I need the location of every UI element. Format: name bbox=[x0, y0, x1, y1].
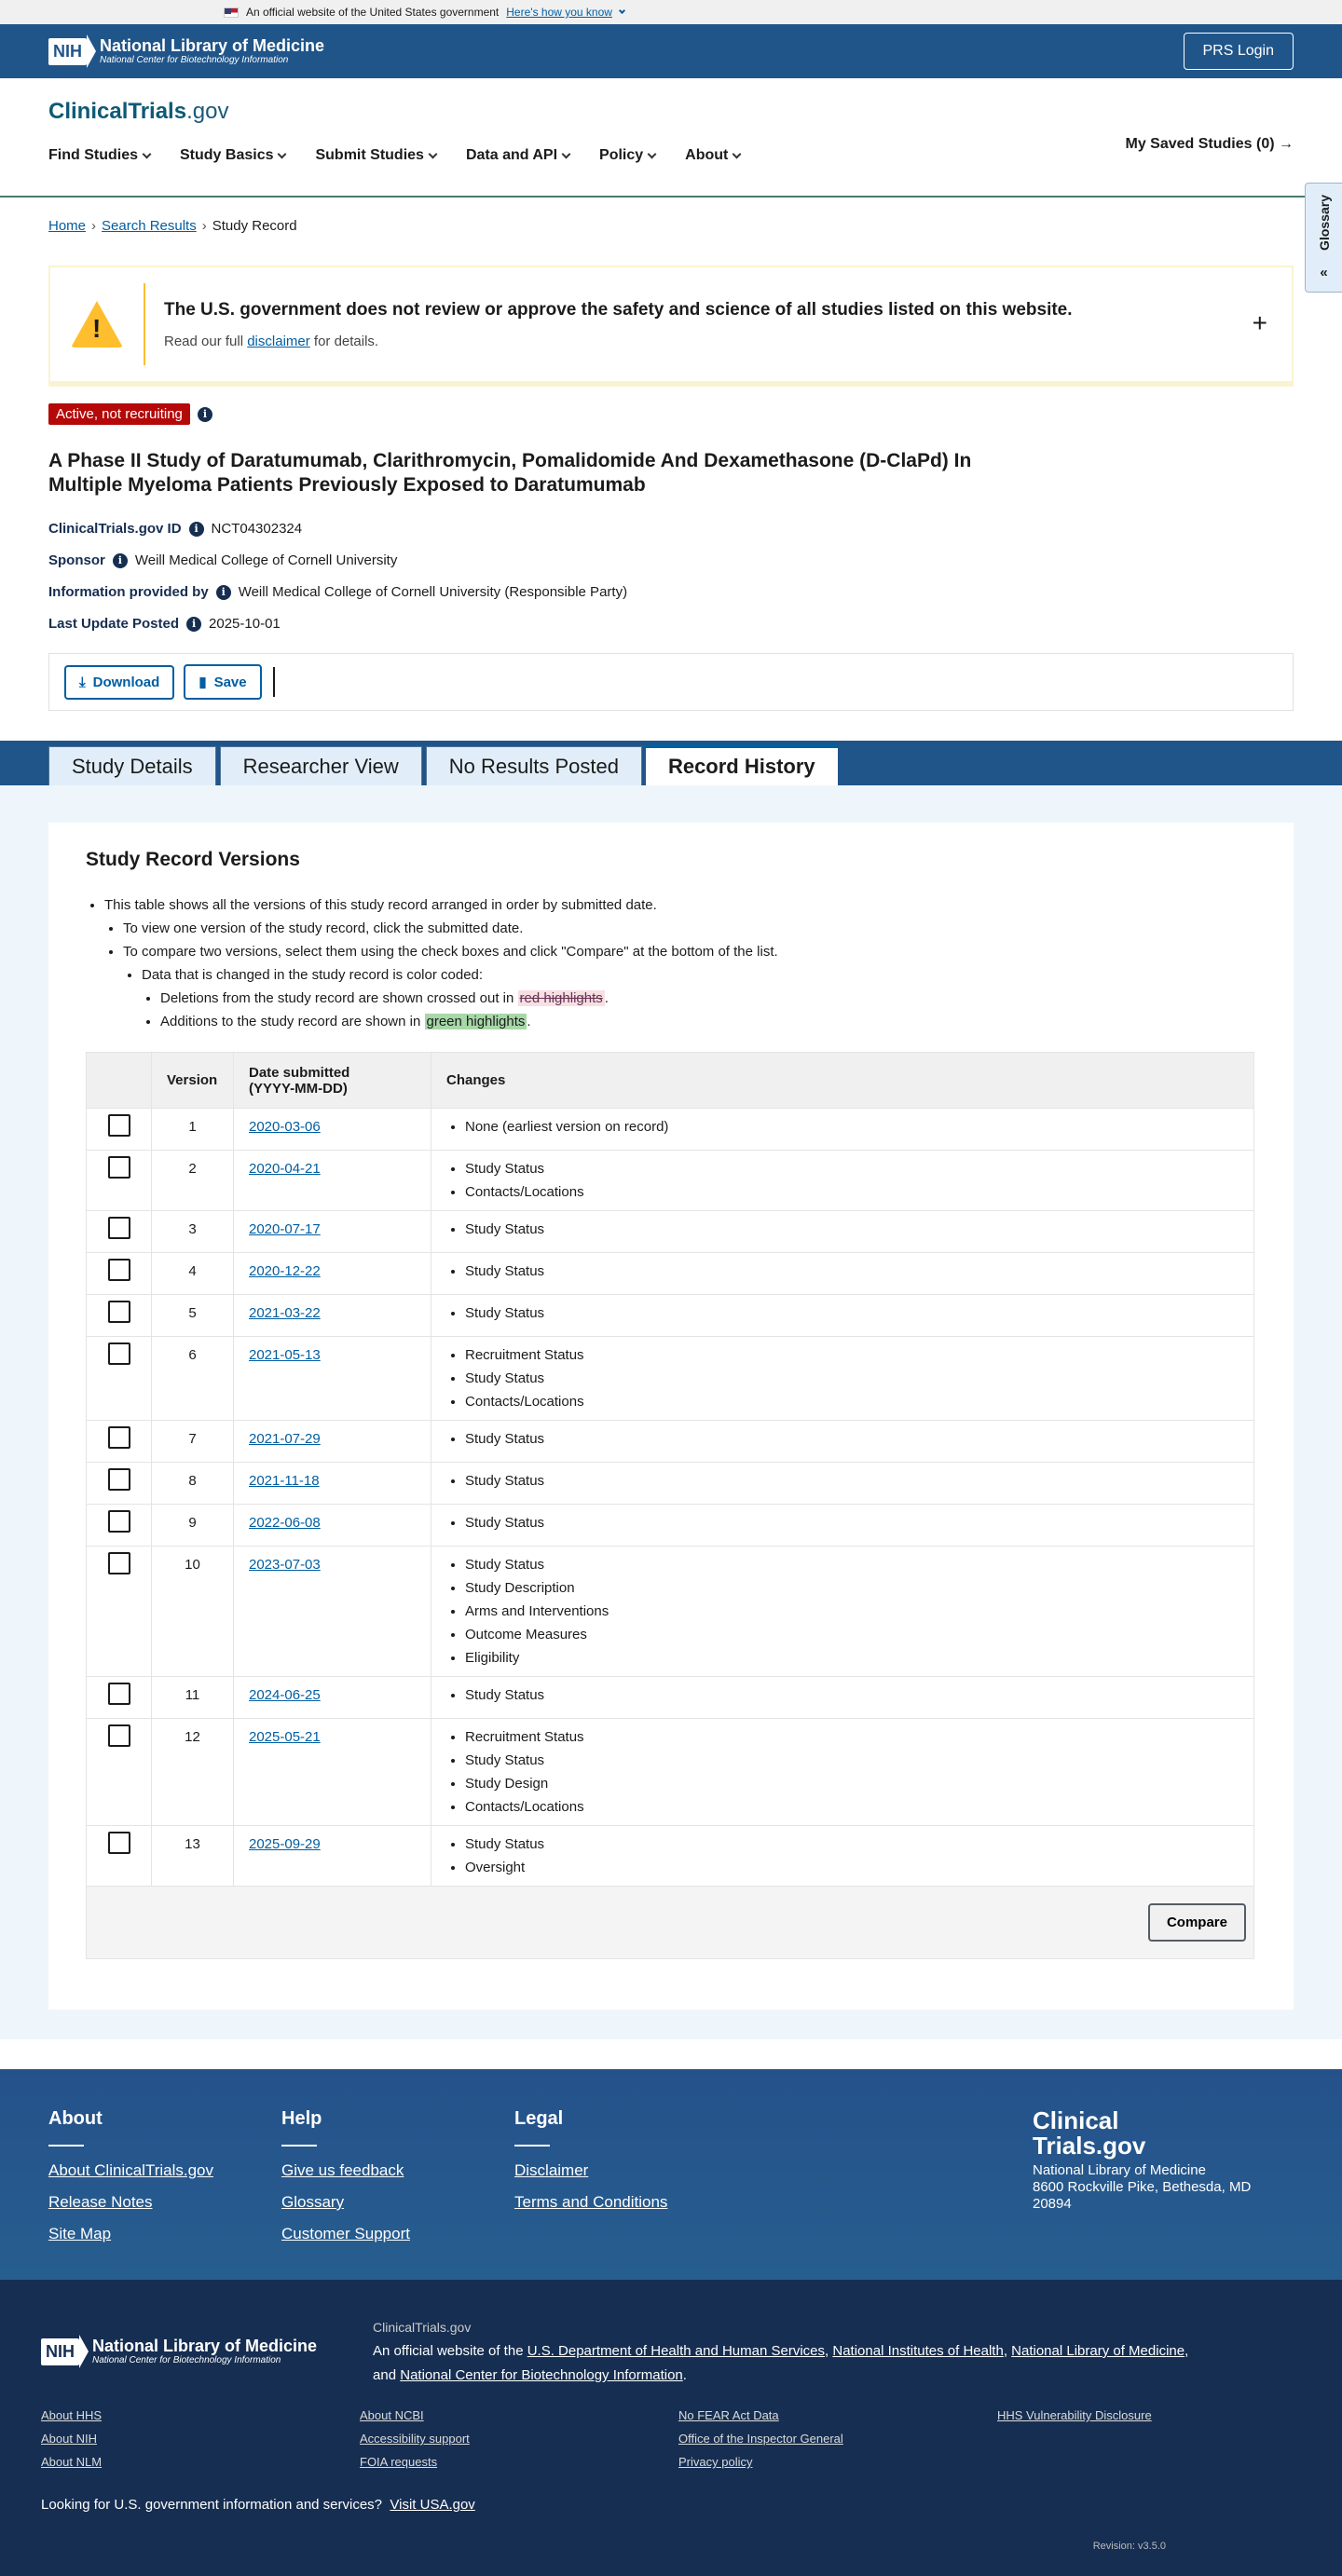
select-cell bbox=[87, 1547, 152, 1677]
text: An official website of the bbox=[373, 2343, 527, 2359]
site-brand[interactable] bbox=[48, 78, 1294, 125]
footer-logo[interactable] bbox=[1033, 2108, 1294, 2159]
update-value: 2025-10-01 bbox=[209, 616, 281, 632]
version-number: 9 bbox=[152, 1505, 234, 1547]
compare-button[interactable]: Compare bbox=[1148, 1903, 1246, 1942]
study-title: A Phase II Study of Daratumumab, Clarithromycin, Pomalidomide And Dexamethasone (D-ClaPd) In Multiple Myeloma Patients Previously Exposed to Daratumumab bbox=[48, 450, 972, 496]
version-number: 2 bbox=[152, 1151, 234, 1211]
select-cell bbox=[87, 1211, 152, 1253]
versions-instructions bbox=[86, 893, 1256, 1033]
footer-link[interactable]: About NCBI bbox=[360, 2408, 424, 2422]
table-row bbox=[87, 1463, 1254, 1505]
breadcrumb-home[interactable]: Home bbox=[48, 218, 87, 234]
footer-link[interactable]: About HHS bbox=[41, 2408, 103, 2422]
select-cell bbox=[87, 1337, 152, 1421]
change-item: • Study Design bbox=[465, 1772, 1239, 1795]
text: . bbox=[604, 990, 609, 1006]
version-number: 3 bbox=[152, 1211, 234, 1253]
version-date-link[interactable]: 2021-03-22 bbox=[249, 1305, 321, 1321]
glossary-tab[interactable] bbox=[1305, 183, 1342, 293]
select-cell bbox=[87, 1677, 152, 1719]
nav-label: About bbox=[685, 147, 729, 163]
change-item: • Study Status bbox=[465, 1218, 1239, 1241]
change-item: • Study Status bbox=[465, 1553, 1239, 1576]
instruction-item: • Data that is changed in the study record is color coded: bbox=[142, 963, 1256, 987]
provided-value: Weill Medical College of Cornell University (Responsible Party) bbox=[238, 584, 628, 600]
version-date-link[interactable]: 2021-11-18 bbox=[249, 1473, 320, 1489]
header-date bbox=[234, 1053, 431, 1109]
table-row bbox=[87, 1253, 1254, 1295]
text: Deletions from the study record are shown crossed out in bbox=[160, 990, 518, 1006]
nav-policy[interactable] bbox=[599, 147, 655, 164]
change-item: • Contacts/Locations bbox=[465, 1180, 1239, 1204]
study-id: NCT04302324 bbox=[211, 521, 303, 537]
download-label: Download bbox=[92, 674, 160, 690]
footer-links-grid bbox=[41, 2408, 1301, 2469]
nav-find-studies[interactable] bbox=[48, 147, 150, 164]
addr-line: National Library of Medicine bbox=[1033, 2162, 1206, 2178]
change-item: • Study Status bbox=[465, 1749, 1239, 1772]
status-badge: Active, not recruiting bbox=[48, 403, 190, 425]
date-cell bbox=[234, 1505, 431, 1547]
alert-text bbox=[164, 334, 1073, 349]
arrow-right-icon: → bbox=[1279, 136, 1294, 152]
table-row bbox=[87, 1719, 1254, 1826]
instruction-item: • To view one version of the study record, click the submitted date. bbox=[123, 917, 1256, 940]
footer-bottom bbox=[0, 2280, 1342, 2576]
footer-small: ClinicalTrials.gov bbox=[373, 2320, 472, 2335]
version-date-link[interactable]: 2022-06-08 bbox=[249, 1515, 321, 1531]
version-number: 5 bbox=[152, 1295, 234, 1337]
date-cell bbox=[234, 1337, 431, 1421]
footer-link[interactable]: Office of the Inspector General bbox=[678, 2432, 843, 2446]
select-cell bbox=[87, 1826, 152, 1887]
select-cell bbox=[87, 1421, 152, 1463]
text: and bbox=[373, 2367, 401, 2383]
nav-data-api[interactable] bbox=[466, 147, 569, 164]
nih-abbr: NIH bbox=[48, 38, 87, 65]
id-label: ClinicalTrials.gov ID bbox=[48, 521, 182, 537]
info-icon[interactable]: i bbox=[113, 553, 128, 568]
version-number: 4 bbox=[152, 1253, 234, 1295]
change-item: • Study Description bbox=[465, 1576, 1239, 1600]
double-chevron-left-icon: « bbox=[1320, 265, 1328, 280]
brand-rest: .gov bbox=[186, 99, 229, 124]
date-cell bbox=[234, 1421, 431, 1463]
change-item: • Recruitment Status bbox=[465, 1343, 1239, 1367]
info-icon[interactable]: i bbox=[186, 617, 201, 632]
disclaimer-link[interactable]: disclaimer bbox=[247, 333, 310, 349]
footer-link[interactable]: Site Map bbox=[48, 2225, 112, 2242]
addr-line: 20894 bbox=[1033, 2196, 1072, 2212]
version-number: 13 bbox=[152, 1826, 234, 1887]
info-icon[interactable]: i bbox=[189, 522, 204, 537]
changes-cell bbox=[431, 1295, 1254, 1337]
version-checkbox[interactable] bbox=[108, 1832, 130, 1854]
study-meta bbox=[48, 520, 1294, 633]
footer-brand bbox=[1033, 2108, 1294, 2241]
prs-login-button[interactable]: PRS Login bbox=[1184, 33, 1294, 70]
footer-heading: Legal bbox=[514, 2108, 564, 2129]
date-cell bbox=[234, 1109, 431, 1151]
select-cell bbox=[87, 1463, 152, 1505]
instruction-item: • To compare two versions, select them using the check boxes and click "Compare" at the bottom of the list. bbox=[123, 940, 1256, 963]
red-highlight-sample: red highlights bbox=[519, 990, 603, 1006]
changes-cell bbox=[431, 1463, 1254, 1505]
nav-study-basics[interactable] bbox=[180, 147, 285, 164]
text: Looking for U.S. government information and services? bbox=[41, 2497, 383, 2513]
version-date-link[interactable]: 2021-05-13 bbox=[249, 1347, 321, 1363]
chevron-right-icon: › bbox=[201, 218, 207, 234]
brand-bold: ClinicalTrials bbox=[48, 99, 187, 124]
update-label: Last Update Posted bbox=[48, 616, 180, 632]
addr-line: 8600 Rockville Pike, Bethesda, MD bbox=[1033, 2179, 1252, 2195]
footer-address bbox=[1033, 2162, 1294, 2213]
info-icon[interactable]: i bbox=[198, 407, 212, 422]
version-number: 11 bbox=[152, 1677, 234, 1719]
header-select bbox=[87, 1053, 152, 1109]
instruction-item bbox=[160, 1010, 1256, 1033]
version-date-link[interactable]: 2020-04-21 bbox=[249, 1161, 321, 1177]
chevron-down-icon bbox=[733, 149, 742, 158]
version-checkbox[interactable] bbox=[108, 1552, 130, 1574]
select-cell bbox=[87, 1719, 152, 1826]
nih-abbr: NIH bbox=[41, 2338, 79, 2365]
warning-icon: ! bbox=[71, 301, 123, 348]
version-number: 12 bbox=[152, 1719, 234, 1826]
text: Additions to the study record are shown in bbox=[160, 1014, 425, 1029]
instruction-item bbox=[160, 987, 1256, 1010]
nih-logo[interactable] bbox=[48, 34, 324, 68]
versions-heading: Study Record Versions bbox=[86, 849, 300, 870]
footer-nih-logo[interactable] bbox=[41, 2315, 317, 2388]
tab-content bbox=[0, 785, 1342, 2039]
change-item: • Arms and Interventions bbox=[465, 1600, 1239, 1623]
table-row bbox=[87, 1826, 1254, 1887]
text: . bbox=[527, 1014, 531, 1029]
footer-rule bbox=[514, 2145, 550, 2147]
version-date-link[interactable]: 2020-07-17 bbox=[249, 1221, 321, 1237]
save-label: Save bbox=[213, 674, 247, 690]
date-cell bbox=[234, 1151, 431, 1211]
version-checkbox[interactable] bbox=[108, 1301, 130, 1323]
footer-link[interactable]: About NLM bbox=[41, 2455, 103, 2469]
table-row bbox=[87, 1295, 1254, 1337]
glossary-label: Glossary bbox=[1316, 195, 1332, 251]
ncbi-link[interactable]: National Center for Biotechnology Information bbox=[400, 2367, 683, 2383]
footer-link[interactable]: Disclaimer bbox=[514, 2161, 589, 2179]
usa-gov-line bbox=[41, 2497, 1301, 2513]
version-number: 8 bbox=[152, 1463, 234, 1505]
change-item: • Study Status bbox=[465, 1260, 1239, 1283]
change-item: • Outcome Measures bbox=[465, 1623, 1239, 1646]
expand-plus-icon[interactable]: + bbox=[1252, 308, 1267, 337]
compare-cell bbox=[87, 1887, 1254, 1959]
version-checkbox[interactable] bbox=[108, 1217, 130, 1239]
version-checkbox[interactable] bbox=[108, 1343, 130, 1365]
footer-legal bbox=[514, 2108, 747, 2241]
changes-cell bbox=[431, 1505, 1254, 1547]
nih-link[interactable]: National Institutes of Health bbox=[832, 2343, 1004, 2359]
table-row bbox=[87, 1211, 1254, 1253]
download-button[interactable] bbox=[64, 665, 174, 700]
footer-heading: About bbox=[48, 2108, 103, 2129]
version-number: 10 bbox=[152, 1547, 234, 1677]
footer-link[interactable]: Customer Support bbox=[281, 2225, 410, 2242]
nih-chevron-icon bbox=[79, 2335, 89, 2368]
alert-divider bbox=[144, 283, 145, 365]
tab-no-results[interactable]: No Results Posted bbox=[426, 746, 642, 785]
nav-about[interactable] bbox=[685, 147, 740, 164]
chevron-right-icon: › bbox=[91, 218, 97, 234]
header-date-line1: Date submitted bbox=[249, 1064, 350, 1081]
sponsor-value: Weill Medical College of Cornell University bbox=[134, 552, 398, 568]
change-item: • Recruitment Status bbox=[465, 1725, 1239, 1749]
chevron-down-icon bbox=[278, 149, 287, 158]
change-item: • Contacts/Locations bbox=[465, 1390, 1239, 1413]
changes-cell bbox=[431, 1151, 1254, 1211]
nav-label: Data and API bbox=[465, 147, 558, 163]
table-row bbox=[87, 1151, 1254, 1211]
status-row bbox=[48, 403, 1294, 425]
change-item: • Study Status bbox=[465, 1302, 1239, 1325]
download-icon: ⤓ bbox=[79, 674, 86, 690]
change-item: • Study Status bbox=[465, 1511, 1239, 1534]
version-checkbox[interactable] bbox=[108, 1683, 130, 1705]
version-number: 1 bbox=[152, 1109, 234, 1151]
chevron-down-icon bbox=[648, 149, 657, 158]
table-row bbox=[87, 1337, 1254, 1421]
changes-cell bbox=[431, 1109, 1254, 1151]
change-item: • Study Status bbox=[465, 1157, 1239, 1180]
footer-link[interactable]: Give us feedback bbox=[281, 2161, 404, 2179]
date-cell bbox=[234, 1677, 431, 1719]
tab-study-details[interactable]: Study Details bbox=[48, 746, 216, 785]
footer-link[interactable]: Accessibility support bbox=[360, 2432, 470, 2446]
changes-cell bbox=[431, 1253, 1254, 1295]
version-number: 7 bbox=[152, 1421, 234, 1463]
version-date-link[interactable]: 2025-05-21 bbox=[249, 1729, 321, 1745]
change-item: • None (earliest version on record) bbox=[465, 1115, 1239, 1138]
tab-bar bbox=[0, 741, 1342, 785]
changes-cell bbox=[431, 1211, 1254, 1253]
version-date-link[interactable]: 2025-09-29 bbox=[249, 1836, 321, 1852]
footer-official: ClinicalTrials.gov An official website of the U.S. Department of Health and Human Services, National Institutes of Health, National Library of Medicine, and National Center for Biotechnology Information. bbox=[373, 2315, 1188, 2388]
version-checkbox[interactable] bbox=[108, 1259, 130, 1281]
table-row bbox=[87, 1421, 1254, 1463]
nav-label: Find Studies bbox=[48, 147, 138, 163]
footer-link[interactable]: Terms and Conditions bbox=[514, 2193, 668, 2211]
table-row bbox=[87, 1677, 1254, 1719]
select-cell bbox=[87, 1253, 152, 1295]
bookmark-icon: ▮ bbox=[199, 675, 207, 690]
header-changes: Changes bbox=[431, 1053, 1254, 1109]
changes-cell bbox=[431, 1547, 1254, 1677]
select-cell bbox=[87, 1505, 152, 1547]
chevron-down-icon bbox=[428, 149, 437, 158]
footer-link[interactable]: FOIA requests bbox=[360, 2455, 438, 2469]
nav-label: Study Basics bbox=[180, 147, 274, 163]
revision: Revision: v3.5.0 bbox=[1092, 2541, 1166, 2552]
footer-about bbox=[48, 2108, 281, 2241]
nav-label: Policy bbox=[599, 147, 644, 163]
date-cell bbox=[234, 1253, 431, 1295]
version-checkbox[interactable] bbox=[108, 1426, 130, 1449]
header-date-line2: (YYYY-MM-DD) bbox=[249, 1080, 348, 1097]
usa-gov-link[interactable]: Visit USA.gov bbox=[390, 2497, 475, 2513]
tab-researcher-view[interactable]: Researcher View bbox=[220, 746, 422, 785]
nih-subtitle: National Center for Biotechnology Information bbox=[100, 54, 289, 65]
green-highlight-sample: green highlights bbox=[426, 1014, 526, 1029]
main-nav bbox=[48, 147, 1294, 164]
actions-divider bbox=[273, 667, 275, 697]
footer-link[interactable]: Release Notes bbox=[48, 2193, 153, 2211]
change-item: • Study Status bbox=[465, 1367, 1239, 1390]
date-cell bbox=[234, 1295, 431, 1337]
us-flag-icon bbox=[224, 7, 239, 18]
select-cell bbox=[87, 1109, 152, 1151]
nih-chevron-icon bbox=[87, 34, 96, 68]
footer-link[interactable]: About ClinicalTrials.gov bbox=[48, 2161, 213, 2179]
gov-banner bbox=[0, 0, 1342, 24]
breadcrumb bbox=[0, 198, 1342, 254]
change-item: • Oversight bbox=[465, 1856, 1239, 1879]
select-cell bbox=[87, 1151, 152, 1211]
version-checkbox[interactable] bbox=[108, 1156, 130, 1179]
hhs-link[interactable]: U.S. Department of Health and Human Services bbox=[527, 2343, 826, 2359]
breadcrumb-search[interactable]: Search Results bbox=[102, 218, 197, 234]
versions-panel bbox=[48, 823, 1294, 2010]
change-item: • Contacts/Locations bbox=[465, 1795, 1239, 1819]
version-checkbox[interactable] bbox=[108, 1114, 130, 1137]
chevron-down-icon[interactable] bbox=[619, 7, 625, 13]
date-cell bbox=[234, 1719, 431, 1826]
provided-label: Information provided by bbox=[48, 584, 209, 600]
changes-cell bbox=[431, 1719, 1254, 1826]
version-checkbox[interactable] bbox=[108, 1724, 130, 1747]
table-row bbox=[87, 1505, 1254, 1547]
date-cell bbox=[234, 1463, 431, 1505]
select-cell bbox=[87, 1295, 152, 1337]
footer-help bbox=[281, 2108, 514, 2241]
version-date-link[interactable]: 2021-07-29 bbox=[249, 1431, 321, 1447]
version-number: 6 bbox=[152, 1337, 234, 1421]
change-item: • Study Status bbox=[465, 1469, 1239, 1492]
nlm-link[interactable]: National Library of Medicine bbox=[1011, 2343, 1185, 2359]
info-icon[interactable]: i bbox=[216, 585, 231, 600]
footer-link[interactable]: Glossary bbox=[281, 2193, 345, 2211]
header-version: Version bbox=[152, 1053, 234, 1109]
actions-bar bbox=[48, 653, 1294, 711]
version-date-link[interactable]: 2023-07-03 bbox=[249, 1557, 321, 1573]
change-item: • Eligibility bbox=[465, 1646, 1239, 1670]
date-cell bbox=[234, 1826, 431, 1887]
chevron-down-icon bbox=[562, 149, 571, 158]
date-cell bbox=[234, 1211, 431, 1253]
chevron-down-icon bbox=[143, 149, 152, 158]
changes-cell bbox=[431, 1421, 1254, 1463]
footer-rule bbox=[281, 2145, 317, 2147]
instruction-item: • This table shows all the versions of this study record arranged in order by submitted date. bbox=[104, 893, 1256, 917]
change-item: • Study Status bbox=[465, 1427, 1239, 1451]
breadcrumb-current: Study Record bbox=[212, 218, 297, 234]
changes-cell bbox=[431, 1337, 1254, 1421]
nav-label: Submit Studies bbox=[315, 147, 424, 163]
sponsor-label: Sponsor bbox=[48, 552, 105, 568]
footer-link[interactable]: Privacy policy bbox=[678, 2455, 753, 2469]
footer-link[interactable]: No FEAR Act Data bbox=[678, 2408, 779, 2422]
version-date-link[interactable]: 2020-12-22 bbox=[249, 1263, 321, 1279]
disclaimer-alert bbox=[48, 266, 1294, 387]
footer-top bbox=[0, 2069, 1342, 2280]
footer-link[interactable]: About NIH bbox=[41, 2432, 97, 2446]
gov-banner-text: An official website of the United States government bbox=[246, 6, 500, 19]
version-checkbox[interactable] bbox=[108, 1468, 130, 1491]
changes-cell bbox=[431, 1677, 1254, 1719]
heres-how-link[interactable]: Here's how you know bbox=[506, 6, 612, 19]
footer-logo-line1: Clinical bbox=[1033, 2106, 1119, 2134]
change-item: • Study Status bbox=[465, 1833, 1239, 1856]
alert-heading: The U.S. government does not review or approve the safety and science of all studies listed on this website. bbox=[164, 299, 1073, 320]
versions-table bbox=[86, 1052, 1254, 1959]
nih-header bbox=[0, 24, 1342, 78]
version-checkbox[interactable] bbox=[108, 1510, 130, 1533]
date-cell bbox=[234, 1547, 431, 1677]
alert-post: for details. bbox=[309, 333, 379, 349]
footer-logo-line2: Trials.gov bbox=[1033, 2132, 1146, 2160]
footer-heading: Help bbox=[281, 2108, 322, 2129]
alert-pre: Read our full bbox=[164, 333, 248, 349]
changes-cell bbox=[431, 1826, 1254, 1887]
version-date-link[interactable]: 2024-06-25 bbox=[249, 1687, 321, 1703]
version-date-link[interactable]: 2020-03-06 bbox=[249, 1119, 321, 1135]
nav-submit-studies[interactable] bbox=[315, 147, 435, 164]
tab-record-history[interactable]: Record History bbox=[646, 744, 838, 785]
save-button[interactable] bbox=[184, 664, 261, 700]
table-row bbox=[87, 1547, 1254, 1677]
nih-title: National Library of Medicine bbox=[92, 2336, 318, 2355]
saved-studies-link[interactable] bbox=[1126, 136, 1294, 153]
table-row bbox=[87, 1109, 1254, 1151]
change-item: • Study Status bbox=[465, 1683, 1239, 1707]
footer-link[interactable]: HHS Vulnerability Disclosure bbox=[997, 2408, 1152, 2422]
saved-label: My Saved Studies (0) bbox=[1125, 136, 1275, 152]
nih-subtitle: National Center for Biotechnology Information bbox=[92, 2354, 281, 2365]
footer-rule bbox=[48, 2145, 84, 2147]
nih-title: National Library of Medicine bbox=[100, 35, 325, 55]
